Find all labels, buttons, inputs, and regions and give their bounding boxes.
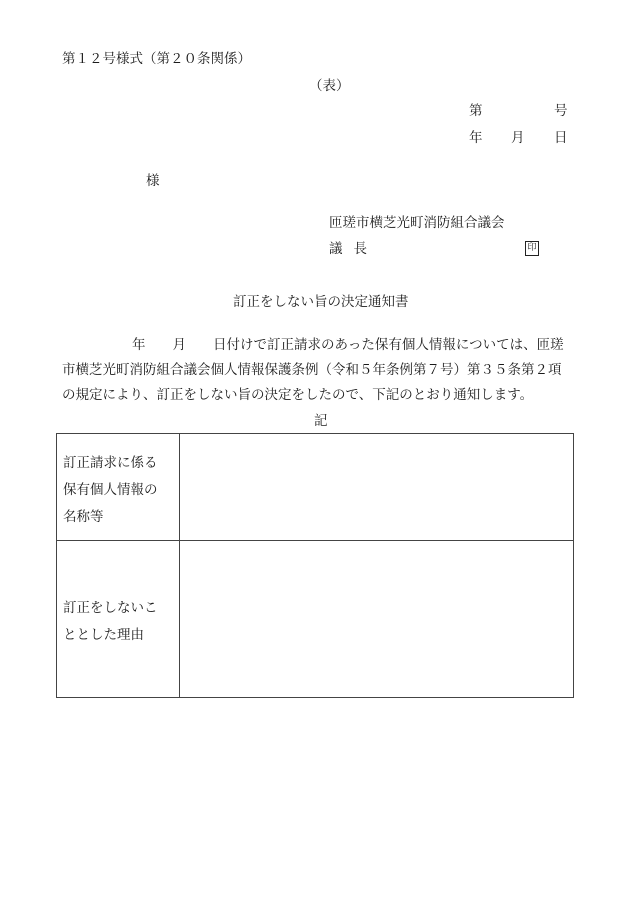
record-name-label [57,434,180,541]
reason-label [57,541,180,698]
table-row-record-name [57,434,574,541]
date-day-label: 日 [554,130,568,146]
sender-organization: 匝瑳市横芝光町消防組合議会 [329,215,505,231]
document-title: 訂正をしない旨の決定通知書 [233,294,409,310]
date-month-label: 月 [511,130,525,146]
record-name-label-line-1: 訂正請求に係る [63,455,158,471]
record-name-label-line-2: 保有個人情報の [63,482,158,498]
body-line-1: 年 月 日付けで訂正請求のあった保有個人情報については、匝瑳 [132,337,564,353]
addressee-suffix: 様 [146,173,160,189]
number-suffix: 号 [554,103,568,119]
seal-icon: 印 [525,241,539,256]
reason-value[interactable] [180,541,574,698]
details-table [56,433,574,698]
body-line-3: の規定により、訂正をしない旨の決定をしたので、下記のとおり通知します。 [62,387,534,403]
reason-label-line-2: ととした理由 [63,627,144,643]
form-number: 第１２号様式（第２０条関係） [62,51,251,67]
record-name-label-line-3: 名称等 [63,509,104,525]
record-name-value[interactable] [180,434,574,541]
date-year-label: 年 [469,130,483,146]
table-row-reason [57,541,574,698]
sender-title: 議長 [329,241,378,257]
body-line-2: 市横芝光町消防組合議会個人情報保護条例（令和５年条例第７号）第３５条第２項 [62,362,562,378]
reason-label-line-1: 訂正をしないこ [63,600,158,616]
number-prefix: 第 [469,103,483,119]
ki-label: 記 [314,413,328,429]
body-text [62,333,590,408]
side-label: （表） [309,78,350,94]
